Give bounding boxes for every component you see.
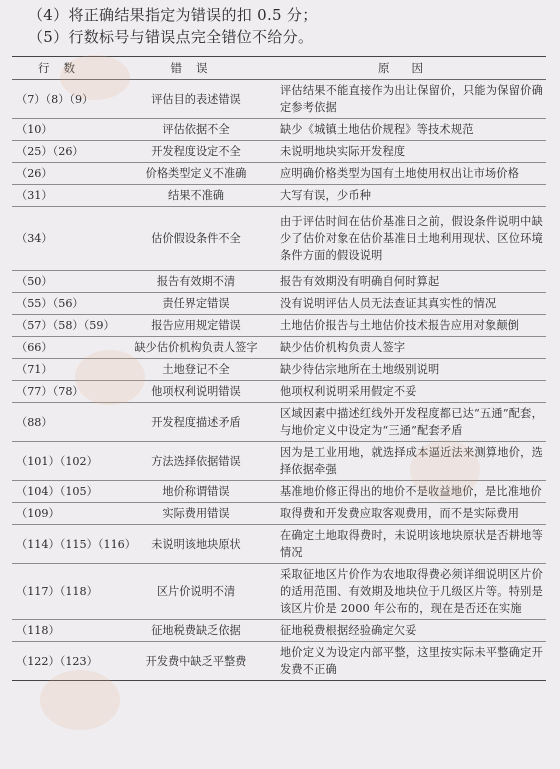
table-row [12, 503, 546, 525]
row-reason: 由于评估时间在估价基准日之前，假设条件说明中缺少了估价对象在估价基准日土地利用现状、区位环境条件方面的假设说明 [277, 207, 546, 271]
header-reason: 原因 [277, 57, 546, 80]
table-row [12, 442, 546, 481]
row-reason: 地价定义为设定内部平整，这里按实际未平整确定开发费不正确 [277, 642, 546, 681]
row-line-number: （88） [12, 403, 115, 442]
row-line-number: （66） [12, 337, 115, 359]
row-reason: 应明确价格类型为国有土地使用权出让市场价格 [277, 163, 546, 185]
row-reason: 评估结果不能直接作为出让保留价，只能为保留价确定参考依据 [277, 80, 546, 119]
row-reason: 缺少待估宗地所在土地级别说明 [277, 359, 546, 381]
row-error: 价格类型定义不准确 [115, 163, 277, 185]
row-error: 报告有效期不清 [115, 271, 277, 293]
row-reason: 土地估价报告与土地估价技术报告应用对象颠倒 [277, 315, 546, 337]
row-line-number: （109） [12, 503, 115, 525]
table-row [12, 141, 546, 163]
row-error: 开发费中缺乏平整费 [115, 642, 277, 681]
table-row [12, 359, 546, 381]
row-line-number: （10） [12, 119, 115, 141]
header-line: 行数 [12, 57, 115, 80]
table-row [12, 207, 546, 271]
row-error: 他项权利说明错误 [115, 381, 277, 403]
row-error: 实际费用错误 [115, 503, 277, 525]
row-reason: 缺少《城镇土地估价规程》等技术规范 [277, 119, 546, 141]
table-row [12, 642, 546, 681]
row-line-number: （50） [12, 271, 115, 293]
table-row [12, 620, 546, 642]
row-reason: 因为是工业用地，就选择成本逼近法来测算地价，选择依据牵强 [277, 442, 546, 481]
row-line-number: （31） [12, 185, 115, 207]
row-line-number: （104）（105） [12, 481, 115, 503]
row-error: 土地登记不全 [115, 359, 277, 381]
row-line-number: （57）（58）（59） [12, 315, 115, 337]
table-row [12, 119, 546, 141]
row-line-number: （25）（26） [12, 141, 115, 163]
row-line-number: （101）（102） [12, 442, 115, 481]
table-row [12, 293, 546, 315]
row-reason: 他项权利说明采用假定不妥 [277, 381, 546, 403]
row-reason: 未说明地块实际开发程度 [277, 141, 546, 163]
row-line-number: （122）（123） [12, 642, 115, 681]
row-error: 未说明该地块原状 [115, 525, 277, 564]
table-row [12, 163, 546, 185]
row-line-number: （7）（8）（9） [12, 80, 115, 119]
header-error: 错误 [115, 57, 277, 80]
row-reason: 取得费和开发费应取客观费用，而不是实际费用 [277, 503, 546, 525]
row-reason: 征地税费根据经验确定欠妥 [277, 620, 546, 642]
row-error: 征地税费缺乏依据 [115, 620, 277, 642]
row-error: 地价称谓错误 [115, 481, 277, 503]
row-error: 评估依据不全 [115, 119, 277, 141]
table-row [12, 80, 546, 119]
row-error: 方法选择依据错误 [115, 442, 277, 481]
table-row [12, 185, 546, 207]
table-header [12, 57, 546, 80]
row-reason: 大写有误，少币种 [277, 185, 546, 207]
row-error: 开发程度设定不全 [115, 141, 277, 163]
table-row [12, 315, 546, 337]
table-row [12, 481, 546, 503]
error-table [12, 56, 546, 681]
table-row [12, 525, 546, 564]
row-reason: 在确定土地取得费时，未说明该地块原状是否耕地等情况 [277, 525, 546, 564]
row-line-number: （71） [12, 359, 115, 381]
row-line-number: （34） [12, 207, 115, 271]
table-row [12, 564, 546, 620]
row-line-number: （114）（115）（116） [12, 525, 115, 564]
row-line-number: （26） [12, 163, 115, 185]
row-reason: 没有说明评估人员无法查证其真实性的情况 [277, 293, 546, 315]
table-row [12, 381, 546, 403]
table-row [12, 403, 546, 442]
rule-4: （4）将正确结果指定为错误的扣 0.5 分； [28, 6, 318, 24]
row-reason: 报告有效期没有明确自何时算起 [277, 271, 546, 293]
row-error: 责任界定错误 [115, 293, 277, 315]
row-error: 结果不准确 [115, 185, 277, 207]
row-error: 估价假设条件不全 [115, 207, 277, 271]
row-error: 区片价说明不清 [115, 564, 277, 620]
row-line-number: （77）（78） [12, 381, 115, 403]
table-row [12, 271, 546, 293]
row-reason: 采取征地区片价作为农地取得费必须详细说明区片价的适用范围、有效期及地块位于几级区片等。特别是该区片价是 2000 年公布的，现在是否还在实施 [277, 564, 546, 620]
row-reason: 缺少估价机构负责人签字 [277, 337, 546, 359]
row-error: 评估目的表述错误 [115, 80, 277, 119]
row-error: 缺少估价机构负责人签字 [115, 337, 277, 359]
table-row [12, 337, 546, 359]
row-error: 报告应用规定错误 [115, 315, 277, 337]
row-line-number: （55）（56） [12, 293, 115, 315]
row-reason: 基准地价修正得出的地价不是收益地价，是比准地价 [277, 481, 546, 503]
rule-5: （5）行数标号与错误点完全错位不给分。 [28, 28, 314, 46]
scoring-rules [28, 0, 548, 48]
row-line-number: （117）（118） [12, 564, 115, 620]
row-error: 开发程度描述矛盾 [115, 403, 277, 442]
row-line-number: （118） [12, 620, 115, 642]
row-reason: 区域因素中描述红线外开发程度都已达“五通”配套，与地价定义中设定为“三通”配套矛盾 [277, 403, 546, 442]
